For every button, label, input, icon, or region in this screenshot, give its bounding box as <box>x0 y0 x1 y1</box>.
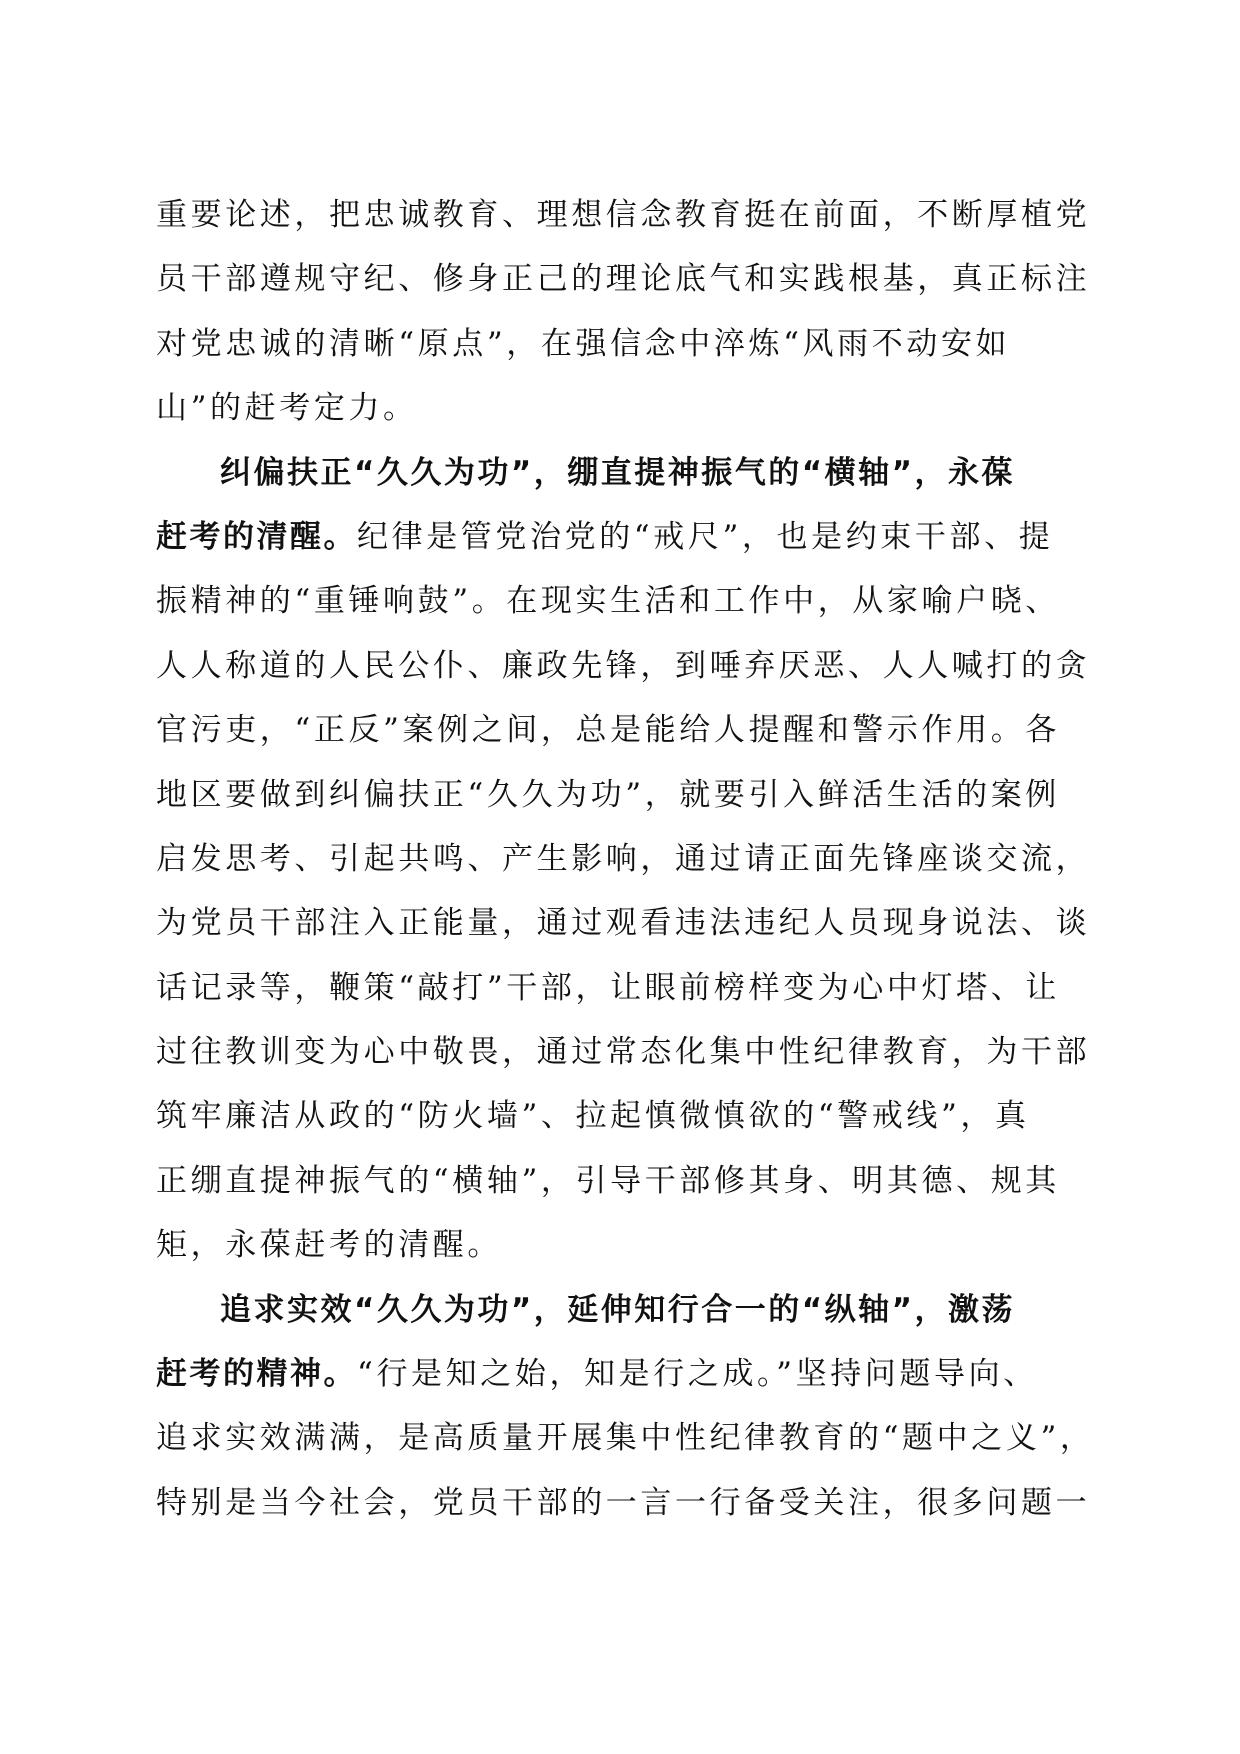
section-heading-line: 纠偏扶正“久久为功”，绷直提神振气的“横轴”，永葆 <box>220 454 1015 491</box>
text-line: 矩，永葆赶考的清醒。 <box>156 1227 502 1264</box>
text-line: 话记录等，鞭策“敲打”干部，让眼前榜样变为心中灯塔、让 <box>156 969 1060 1006</box>
text-span: 纪律是管党治党的“戒尺”，也是约束干部、提 <box>357 518 1054 555</box>
section-heading-end: 赶考的精神。 <box>156 1356 357 1393</box>
section-heading-end: 赶考的清醒。 <box>156 518 357 555</box>
text-line <box>156 505 1084 569</box>
text-line: 正绷直提神振气的“横轴”，引导干部修其身、明其德、规其 <box>156 1162 1060 1199</box>
text-line <box>156 1342 1084 1406</box>
text-span: “行是知之始，知是行之成。”坚持问题导向、 <box>357 1356 1038 1393</box>
paragraph-discipline-correction <box>156 441 1091 1278</box>
text-line: 官污吏，“正反”案例之间，总是能给人提醒和警示作用。各 <box>156 712 1060 749</box>
section-heading-line: 追求实效“久久为功”，延伸知行合一的“纵轴”，激荡 <box>220 1291 1015 1328</box>
text-line: 振精神的“重锤响鼓”。在现实生活和工作中，从家喻户晓、 <box>156 583 1060 620</box>
text-line: 追求实效满满，是高质量开展集中性纪律教育的“题中之义”， <box>156 1420 1095 1457</box>
text-line: 地区要做到纠偏扶正“久久为功”，就要引入鲜活生活的案例 <box>156 776 1060 813</box>
text-line: 人人称道的人民公仆、廉政先锋，到唾弃厌恶、人人喊打的贪 <box>156 647 1091 684</box>
text-line: 特别是当今社会，党员干部的一言一行备受关注，很多问题一 <box>156 1484 1091 1521</box>
document-body <box>156 183 1095 1535</box>
text-line: 山”的赶考定力。 <box>156 390 418 427</box>
text-line: 筑牢廉洁从政的“防火墙”、拉起慎微慎欲的“警戒线”，真 <box>156 1098 1030 1135</box>
paragraph-loyalty-education <box>156 183 1091 441</box>
text-line: 对党忠诚的清晰“原点”，在强信念中淬炼“风雨不动安如 <box>156 325 1011 362</box>
text-line: 过往教训变为心中敬畏，通过常态化集中性纪律教育，为干部 <box>156 1034 1091 1071</box>
text-line: 员干部遵规守纪、修身正己的理论底气和实践根基，真正标注 <box>156 261 1091 298</box>
text-line: 启发思考、引起共鸣、产生影响，通过请正面先锋座谈交流， <box>156 840 1091 877</box>
paragraph-practical-results <box>156 1278 1095 1536</box>
text-line: 重要论述，把忠诚教育、理想信念教育挺在前面，不断厚植党 <box>156 197 1091 233</box>
text-line: 为党员干部注入正能量，通过观看违法违纪人员现身说法、谈 <box>156 905 1091 942</box>
